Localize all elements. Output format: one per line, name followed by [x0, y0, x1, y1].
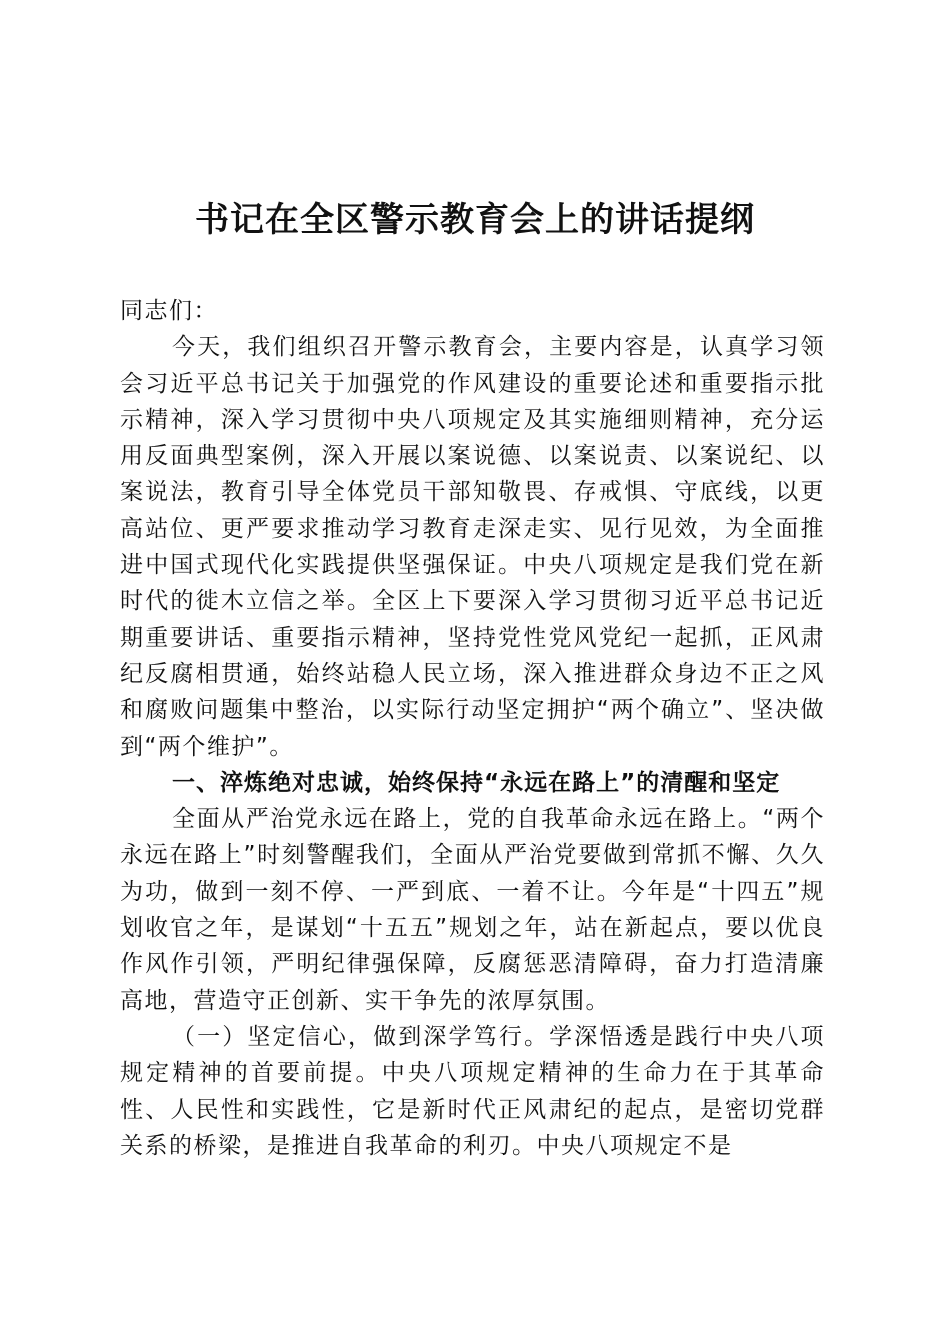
subsection-body: 学深悟透是践行中央八项规定精神的首要前提。中央八项规定精神的生命力在于其革命性、人民性和实践性，它是新时代正风肃纪的起点，是密切党群关系的桥梁，是推进自我革命的利刃。中央八项规定不是 — [120, 1023, 826, 1159]
paragraph-subsection-1 — [120, 1019, 825, 1164]
document-body — [120, 293, 825, 1164]
subsection-lead: （一）坚定信心，做到深学笃行。 — [172, 1023, 550, 1050]
document-title: 书记在全区警示教育会上的讲话提纲 — [195, 200, 755, 240]
section-heading-1: 一、淬炼绝对忠诚，始终保持“永远在路上”的清醒和坚定 — [172, 769, 781, 796]
salutation: 同志们： — [120, 298, 218, 324]
paragraph-section-1: 全面从严治党永远在路上，党的自我革命永远在路上。“两个永远在路上”时刻警醒我们，全面从严治党要做到常抓不懈、久久为功，做到一刻不停、一严到底、一着不让。今年是“十四五”规划收官之年，是谋划“十五五”规划之年，站在新起点，要以优良作风作引领，严明纪律强保障，反腐惩恶清障碍，奋力打造清廉高地，营造守正创新、实干争先的浓厚氛围。 — [120, 806, 825, 1014]
paragraph-intro: 今天，我们组织召开警示教育会，主要内容是，认真学习领会习近平总书记关于加强党的作风建设的重要论述和重要指示批示精神，深入学习贯彻中央八项规定及其实施细则精神，充分运用反面典型案例，深入开展以案说德、以案说责、以案说纪、以案说法，教育引导全体党员干部知敬畏、存戒惧、守底线，以更高站位、更严要求推动学习教育走深走实、见行见效，为全面推进中国式现代化实践提供坚强保证。中央八项规定是我们党在新时代的徙木立信之举。全区上下要深入学习贯彻习近平总书记近期重要讲话、重要指示精神，坚持党性党风党纪一起抓，正风肃纪反腐相贯通，始终站稳人民立场，深入推进群众身边不正之风和腐败问题集中整治，以实际行动坚定拥护“两个确立”、坚决做到“两个维护”。 — [120, 334, 825, 760]
